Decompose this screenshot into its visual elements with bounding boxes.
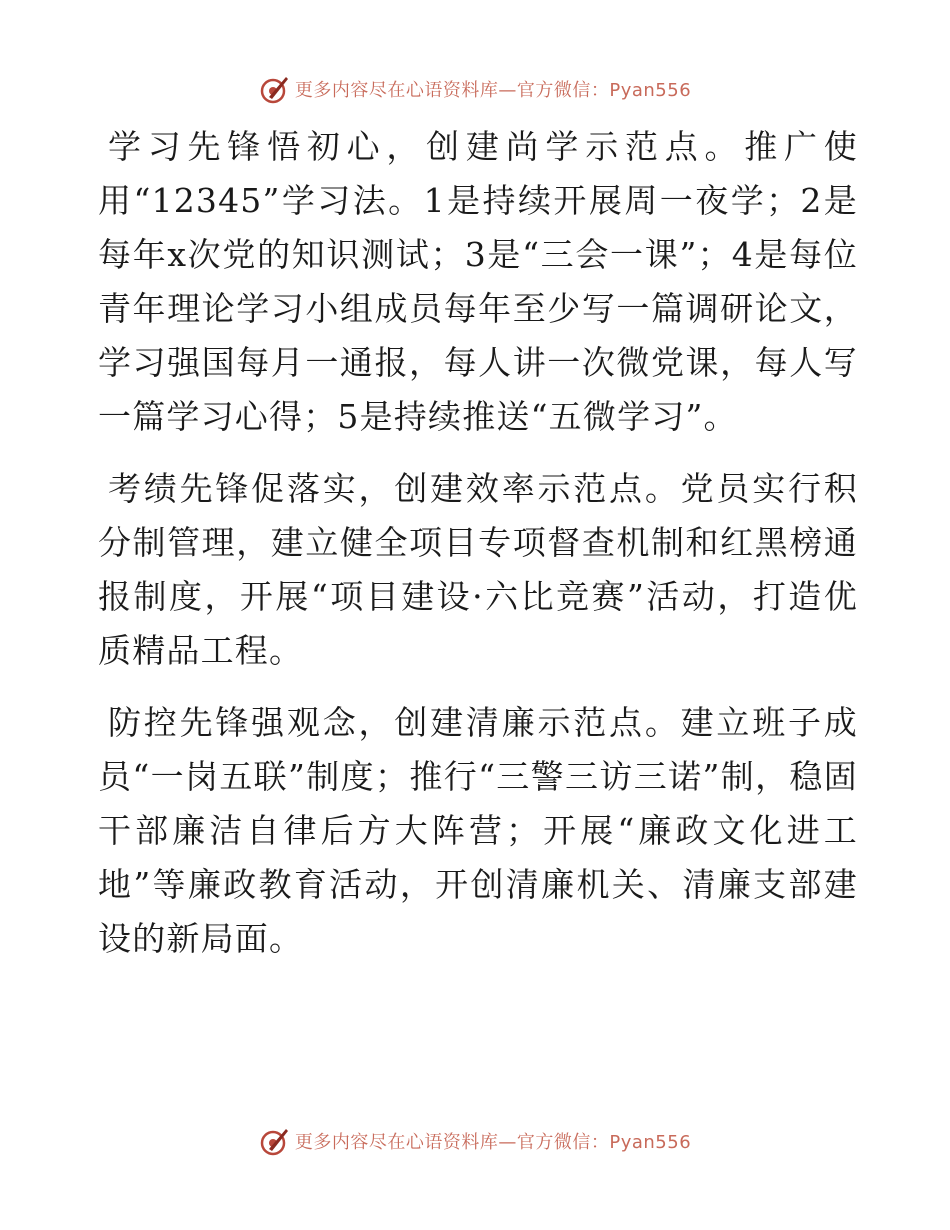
paragraph-study: 学习先锋悟初心，创建尚学示范点。推广使用“12345”学习法。1是持续开展周一夜学；2是每年x次党的知识测试；3是“三会一课”；4是每位青年理论学习小组成员每年至少写一篇调研论文，学习强国每月一通报，每人讲一次微党课，每人写一篇学习心得；5是持续推送“五微学习”。	[98, 127, 858, 436]
footer-banner	[0, 1124, 950, 1158]
quill-logo-icon	[259, 1125, 291, 1157]
paragraph-performance: 考绩先锋促落实，创建效率示范点。党员实行积分制管理，建立健全项目专项督查机制和红黑榜通报制度，开展“项目建设·六比竞赛”活动，打造优质精品工程。	[98, 469, 858, 670]
document-body	[98, 120, 858, 984]
footer-banner-text[interactable]: 更多内容尽在心语资料库—官方微信：Pyan556	[294, 1132, 692, 1153]
paragraph-integrity: 防控先锋强观念，创建清廉示范点。建立班子成员“一岗五联”制度；推行“三警三访三诺”制，稳固干部廉洁自律后方大阵营；开展“廉政文化进工地”等廉政教育活动，开创清廉机关、清廉支部建设的新局面。	[98, 703, 858, 958]
quill-logo-icon	[259, 73, 291, 105]
header-banner-text[interactable]: 更多内容尽在心语资料库—官方微信：Pyan556	[294, 80, 692, 101]
header-banner	[0, 72, 950, 106]
